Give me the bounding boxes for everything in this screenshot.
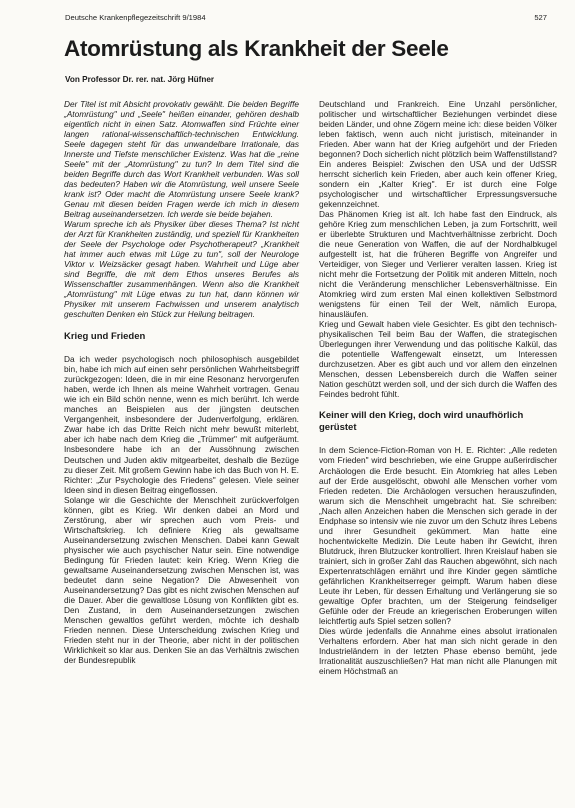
journal-name: Deutsche Krankenpflegezeitschrift 9/1984 bbox=[65, 13, 206, 22]
body-paragraph: In dem Science-Fiction-Roman von H. E. Richter: „Alle redeten vom Frieden" wird beschrieben, wie eine Gruppe außerirdischer Archäologen die Erde besucht. Ein Atomkrieg hat alles Leben auf der Erde ausgelöscht, obwohl alle Menschen vorher vom Frieden redeten. Die Archäologen versuchen herauszufinden, warum sich die Menschheit umgebracht hat. Sie schreiben: „Nach allen Anzeichen haben die Menschen sich gerade in der Endphase so intensiv wie nie zuvor um den Schutz ihres Lebens und ihrer Gesundheit gekümmert. Man hatte eine hochentwickelte Medizin. Die Leute haben ihr Gewicht, ihren Blutdruck, ihren Blutzucker kontrolliert. Ihren Kreislauf haben sie trainiert, sich in großer Zahl das Rauchen abgewöhnt, sich nach Expertenratschlägen ernährt und ihre Kinder gegen sämtliche gefährlichen Krankheitserreger geimpft. Warum haben diese Leute ihr Leben, für dessen Erhaltung und Verlängerung sie so gewaltige Opfer brachten, um der Steigerung feindseliger Gefühle oder der Freude an kriegerischen Eroberungen willen leichtfertig aufs Spiel setzen sollen? bbox=[319, 445, 557, 626]
body-paragraph: Solange wir die Geschichte der Menschheit zurückverfolgen können, gibt es Krieg. Wir denken dabei an Mord und Zerstörung, aber wir sprechen auch vom Preis- und Wirtschaftskrieg. Ich definiere Krieg als gewaltsame Auseinandersetzung zwischen Menschen. Dabei kann Gewalt physischer wie auch psychischer Natur sein. Eine notwendige Bedingung für Frieden lautet: kein Krieg. Wenn Krieg die gewaltsame Auseinandersetzung zwischen Menschen ist, was bedeutet dann seine Negation? Die Abwesenheit von Auseinandersetzung? Das gibt es nicht zwischen Menschen auf die Dauer. Aber die gewaltlose Lösung von Konflikten gibt es. Den Zustand, in dem Auseinandersetzungen zwischen Menschen gewaltlos geführt werden, möchte ich deshalb Frieden nennen. Diese Unterscheidung zwischen Krieg und Frieden steht nur in der Theorie, aber nicht in der politischen Wirklichkeit so klar aus. Denken Sie an das Verhältnis zwischen der Bundesrepublik bbox=[64, 494, 299, 665]
intro-paragraph-2: Warum spreche ich als Physiker über dieses Thema? Ist nicht der Arzt für Krankheiten zuständig, und speziell für Krankheiten der Seele der Psychologe oder Psychotherapeut? „Krankheit hat immer auch etwas mit Lüge zu tun", soll der Neurologe Viktor v. Weizsäcker gesagt haben. Wahrheit und Lüge aber sind Begriffe, die mit dem Ethos unseres Berufes als Wissenschaftler zusammenhängen. Wenn also die Krankheit „Atomrüstung" mit Lüge etwas zu tun hat, dann können wir Physiker mit unserem Fachwissen und unserem analytisch geschulten Denken ein Stück zur Heilung beitragen. bbox=[64, 219, 299, 320]
body-paragraph: Dies würde jedenfalls die Annahme eines absolut irrationalen Verhaltens erfordern. Aber hat man sich nicht gerade in den Industrieländern in der letzten Phase ebenso bemüht, jede Irrationalität auszuschließen? Hat man nicht alle Planungen mit einem Höchstmaß an bbox=[319, 625, 557, 676]
body-paragraph: Deutschland und Frankreich. Eine Unzahl persönlicher, politischer und wirtschaftlicher Beziehungen verbindet diese beiden Länder, und ohne Zögern meine ich: diese beiden Völker leben faktisch, wenn auch nicht juristisch, miteinander in Frieden. Aber wann hat der Krieg aufgehört und der Frieden begonnen? Doch sicherlich nicht plötzlich beim Waffenstillstand? Ein anderes Beispiel: Zwischen den USA und der UdSSR herrscht sicherlich kein Frieden, aber auch kein offener Krieg, sondern ein „Kalter Krieg". Er ist durch eine Folge psychologischer und wirtschaftlicher Erpressungsversuche gekennzeichnet. bbox=[319, 99, 557, 210]
section-heading-krieg-und-frieden: Krieg und Frieden bbox=[64, 331, 146, 343]
section-heading-keiner-will-den-krieg: Keiner will den Krieg, doch wird unaufhörlich gerüstet bbox=[319, 410, 524, 434]
page-number: 527 bbox=[534, 13, 547, 22]
left-column bbox=[64, 99, 299, 665]
article-author: Von Professor Dr. rer. nat. Jörg Hüfner bbox=[65, 75, 215, 84]
running-header bbox=[65, 13, 547, 25]
body-paragraph: Das Phänomen Krieg ist alt. Ich habe fast den Eindruck, als gehöre Krieg zum menschlichen Leben, ja zum Fortschritt, weil er überlebte Strukturen und Machtverhältnisse zerbricht. Doch die neue Generation von Waffen, die auf der Nordhalbkugel aufgestellt ist, hat die früheren Begriffe von Angreifer und Verteidiger, von Sieger und Verlierer veralten lassen. Krieg ist nicht mehr die Fortsetzung der Politik mit anderen Mitteln, noch nicht die Veränderung menschlicher Lebensverhältnisse. Ein Atomkrieg wird zum ersten Mal einen kollektiven Selbstmord wenigstens für einen Teil der Welt, nämlich Europa, hinausläufen. bbox=[319, 209, 557, 320]
body-paragraph: Da ich weder psychologisch noch philosophisch ausgebildet bin, habe ich mich auf einen sehr persönlichen Wahrheitsbegriff zurückgezogen: Ideen, die in mir eine Resonanz hervorgerufen haben, werde ich Ihnen als meine Wahrheit vortragen. Genau wie ich ein Bild schön nenne, wenn es mich berührt. Ich werde manches an Beispielen aus der jüngsten deutschen Vergangenheit, insbesondere der Judenverfolgung, erklären. Zwar habe ich das Dritte Reich nicht mehr bewußt miterlebt, aber ich habe nach dem Krieg die „Trümmer" mit aufgeräumt. Insbesondere habe ich an der Aussöhnung zwischen Deutschen und Juden aktiv mitgearbeitet, deshalb die Bezüge zu dieser Zeit. Mit großem Gewinn habe ich das Buch von H. E. Richter: „Zur Psychologie des Friedens" gelesen. Viele seiner Ideen sind in diesen Beitrag eingeflossen. bbox=[64, 354, 299, 495]
article-title: Atomrüstung als Krankheit der Seele bbox=[64, 36, 449, 61]
body-paragraph: Krieg und Gewalt haben viele Gesichter. Es gibt den technisch-physikalischen Teil beim Bau der Waffen, die strategischen Überlegungen ihrer Verwendung und das politische Kalkül, das die potentielle Waffengewalt einsetzt, um Interessen durchzusetzen. Aber es gibt auch und vor allem den einzelnen Menschen, dessen Lebensbereich durch die Waffen seiner Nation geschützt werden soll, und der sich durch die Waffen des Feindes bedroht fühlt. bbox=[319, 319, 557, 400]
intro-paragraph-1: Der Titel ist mit Absicht provokativ gewählt. Die beiden Begriffe „Atomrüstung" und „Seele" heißen einander, gehören deshalb eigentlich nicht in einen Satz. Atomwaffen sind Früchte einer langen rational-wissenschaftlich-technischen Entwicklung. Seele dagegen steht für das unwandelbare Irrationale, das Innerste und Tiefste menschlicher Existenz. Was hat die „reine Seele" mit der „Atomrüstung" zu tun? In dem Titel sind die beiden Begriffe durch das Wort Krankheit verbunden. Was soll das bedeuten? Haben wir die Atomrüstung, weil unsere Seele krank ist? Oder macht die Atomrüstung unsere Seele krank? Genau mit diesen beiden Fragen werde ich mich in diesem Beitrag auseinandersetzen. Ich werde sie beide bejahen. bbox=[64, 99, 299, 220]
right-column bbox=[319, 99, 557, 676]
